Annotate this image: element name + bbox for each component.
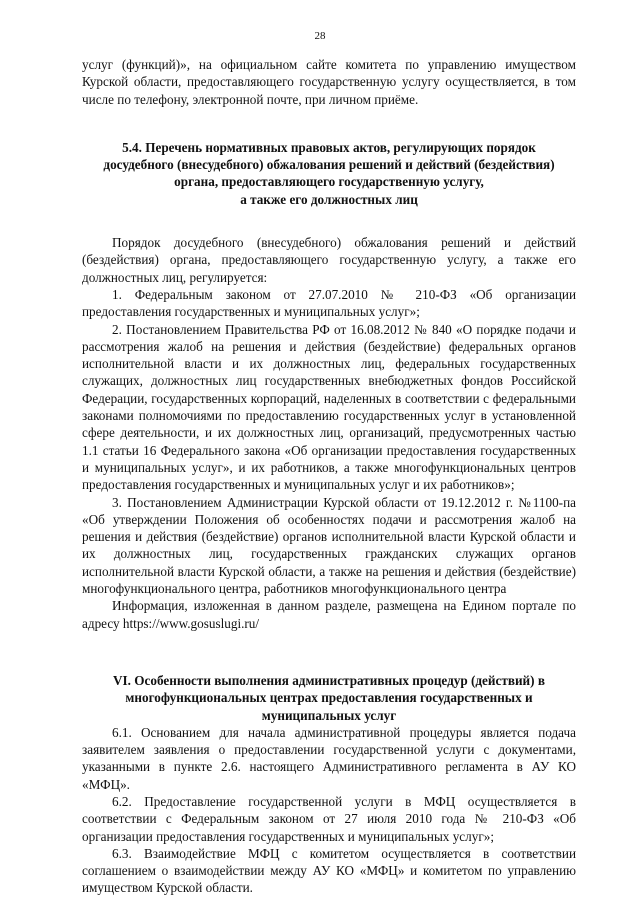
heading-line: досудебного (внесудебного) обжалования решений и действий (бездействия): [103, 157, 555, 173]
paragraph: Порядок досудебного (внесудебного) обжалования решений и действий (бездействия) органа, предоставляющего государственную услугу, а также его должностных лиц, регулируется:: [82, 235, 576, 285]
paragraph: 6.3. Взаимодействие МФЦ с комитетом осуществляется в соответствии соглашением о взаимодействии между АУ КО «МФЦ» и комитетом по управлению имуществом Курской области.: [82, 845, 576, 896]
heading-line: многофункциональных центрах предоставления государственных и: [125, 690, 533, 706]
heading-line: VI. Особенности выполнения административных процедур (действий) в: [113, 672, 545, 688]
heading-line: а также его должностных лиц: [240, 191, 418, 207]
list-item: 2. Постановлением Правительства РФ от 16.08.2012 № 840 «О порядке подачи и рассмотрения жалоб на решения и действия (бездействие) федеральных органов исполнительной власти и их должностных лиц, федеральных государственных служащих, должностных лиц государственных внебюджетных фондов Российской Федерации, государственных корпораций, наделенных в соответствии с федеральными законами полномочиями по предоставлению государственных услуг в установленной сфере деятельности, и их должностных лиц, организаций, предусмотренных частью 1.1 статьи 16 Федерального закона «Об организации предоставления государственных и муниципальных услуг», и их работников, а также многофункциональных центров предоставления государственных и муниципальных услуг и их работников»;: [82, 321, 576, 493]
heading-line: муниципальных услуг: [261, 707, 397, 723]
section-5-4-heading: [82, 139, 576, 208]
section-6-heading: [82, 672, 576, 724]
intro-paragraph: услуг (функций)», на официальном сайте комитета по управлению имуществом Курской области, предоставляющего государственную услугу осуществляется, в том числе по телефону, электронной почте, при личном приёме.: [82, 57, 576, 107]
page-number: 28: [314, 30, 326, 42]
list-item: 1. Федеральным законом от 27.07.2010 № 210-ФЗ «Об организации предоставления государственных и муниципальных услуг»;: [82, 286, 576, 320]
info-paragraph: Информация, изложенная в данном разделе, размещена на Едином портале по адресу https://www.gosuslugi.ru/: [82, 598, 576, 631]
page-content: [82, 56, 576, 897]
paragraph: 6.2. Предоставление государственной услуги в МФЦ осуществляется в соответствии с Федеральным законом от 27 июля 2010 года № 210-ФЗ «Об организации предоставления государственных и муниципальных услуг»;: [82, 793, 576, 844]
heading-line: органа, предоставляющего государственную услугу,: [174, 174, 484, 190]
list-item: 3. Постановлением Администрации Курской области от 19.12.2012 г. №1100-па «Об утверждении Положения об особенностях подачи и рассмотрения жалоб на решения и действия (бездействие) органов исполнительной власти Курской области и их должностных лиц, государственных гражданских служащих органов исполнительной власти Курской области, а также на решения и действия (бездействие) многофункционального центра, работников многофункционального центра: [82, 494, 576, 597]
paragraph: 6.1. Основанием для начала административной процедуры является подача заявителем заявления о предоставлении государственной услуги с документами, указанными в пункте 2.6. настоящего Административного регламента в АУ КО «МФЦ».: [82, 724, 576, 792]
heading-line: 5.4. Перечень нормативных правовых актов, регулирующих порядок: [122, 139, 536, 155]
